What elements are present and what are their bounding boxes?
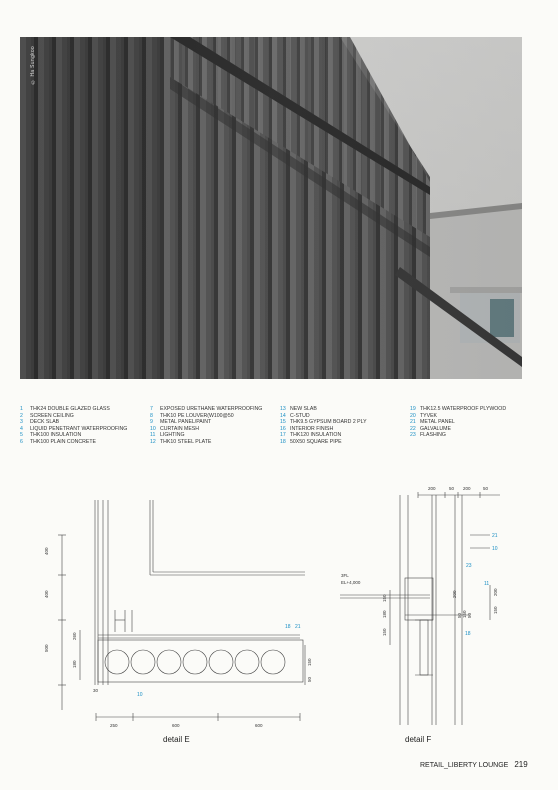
legend-number: 7	[150, 406, 153, 412]
detail-f-drawing	[340, 492, 500, 725]
legend-text: C-STUD	[290, 412, 310, 419]
detail-f-dim-t3: 50	[483, 486, 489, 491]
legend-item	[410, 413, 506, 420]
legend-text: THK10 STEEL PLATE	[160, 438, 212, 445]
detail-f-dim-t1: 50	[449, 486, 455, 491]
detail-e-small-dim-0: 150	[307, 658, 312, 666]
legend-number: 6	[20, 438, 23, 445]
legend-item	[280, 406, 367, 413]
legend-item	[150, 432, 262, 439]
legend-number: 3	[20, 419, 23, 426]
detail-f-elevation: EL+4,000	[341, 580, 361, 585]
legend-item	[150, 439, 262, 446]
facade-photo	[20, 37, 522, 379]
legend-item	[20, 432, 127, 439]
legend-column-2	[150, 406, 262, 446]
legend-item	[150, 413, 262, 420]
legend-number: 8	[150, 412, 153, 419]
legend-number: 4	[20, 425, 23, 432]
legend-number: 11	[150, 432, 156, 439]
legend-number: 20	[410, 412, 416, 419]
legend-number: 14	[280, 412, 286, 419]
legend-text: THK9.5 GYPSUM BOARD 2 PLY	[290, 419, 367, 426]
legend-text: EXPOSED URETHANE WATERPROOFING	[160, 406, 263, 412]
legend-text: CURTAIN MESH	[160, 425, 200, 432]
legend-column-1	[20, 406, 127, 446]
detail-f-small-dim-2: 150	[462, 610, 467, 618]
legend-text: METAL PANEL	[420, 419, 455, 426]
detail-f-caption: detail F	[405, 735, 432, 744]
detail-e-dim-b2: 600	[255, 723, 263, 728]
detail-f-callout-18: 18	[465, 631, 471, 637]
legend-item	[20, 439, 127, 446]
legend-number: 18	[280, 438, 286, 445]
legend-text: NEW SLAB	[290, 406, 317, 412]
detail-e-dim-b0: 250	[110, 723, 118, 728]
legend-item	[280, 419, 367, 426]
legend-text: TYVEK	[420, 412, 438, 419]
legend-number: 12	[150, 438, 156, 445]
legend-text: 50X50 SQUARE PIPE	[290, 438, 342, 445]
detail-e-callout-21: 21	[295, 624, 301, 630]
legend-text: DECK SLAB	[30, 419, 60, 426]
detail-e-dim-v5: 30	[93, 688, 99, 693]
legend-item	[150, 406, 262, 413]
technical-drawings	[0, 480, 558, 750]
detail-f-dim-v0: 150	[382, 594, 387, 602]
legend-column-4	[410, 406, 506, 439]
legend-number: 21	[410, 419, 416, 426]
legend-item	[20, 426, 127, 433]
detail-f-dim-r1: 150	[493, 606, 498, 614]
detail-f-dim-v2: 150	[382, 628, 387, 636]
detail-f-dim-v1: 180	[382, 610, 387, 618]
legend-item	[280, 426, 367, 433]
legend-item	[280, 439, 367, 446]
detail-f-small-dim-3: 50	[467, 612, 472, 618]
legend-text: THK120 INSULATION	[290, 432, 342, 439]
legend-item	[20, 419, 127, 426]
detail-e-dim-v4: 180	[72, 660, 77, 668]
legend-item	[20, 406, 127, 413]
legend-text: LIQUID PENETRANT WATERPROOFING	[30, 425, 128, 432]
legend-number: 22	[410, 425, 416, 432]
detail-f-callout-23: 23	[466, 563, 472, 569]
page-footer	[420, 760, 528, 769]
legend-text: THK100 INSULATION	[30, 432, 82, 439]
legend-text: THK12.5 WATERPROOF PLYWOOD	[420, 406, 507, 412]
legend-text: INTERIOR FINISH	[290, 425, 334, 432]
legend-number: 1	[20, 406, 23, 412]
legend-number: 2	[20, 412, 23, 419]
legend-text: LIGHTING	[160, 432, 185, 439]
page-number: 219	[514, 760, 528, 769]
detail-e-dim-v1: 400	[44, 590, 49, 598]
detail-f-callout-11: 11	[484, 581, 490, 587]
legend-item	[410, 432, 506, 439]
detail-f-callout-10: 10	[492, 546, 498, 552]
detail-e-caption: detail E	[163, 735, 190, 744]
photo-credit: © Ha Sungkoo	[30, 46, 36, 85]
legend-text: SCREEN CEILING	[30, 412, 74, 419]
legend-item	[280, 413, 367, 420]
legend-item	[280, 432, 367, 439]
legend-text: METAL PANEL/PAINT	[160, 419, 212, 426]
legend-number: 5	[20, 432, 23, 439]
legend-item	[410, 419, 506, 426]
legend-text: THK24 DOUBLE GLAZED GLASS	[30, 406, 110, 412]
detail-f-dim-t0: 200	[428, 486, 436, 491]
legend-number: 9	[150, 419, 153, 426]
legend-number: 15	[280, 419, 286, 426]
detail-e-small-dim-1: 50	[307, 676, 312, 682]
detail-e-dim-v0: 400	[44, 547, 49, 555]
legend-number: 13	[280, 406, 286, 412]
detail-f-small-dim-0: 200	[452, 590, 457, 598]
legend-item	[410, 406, 506, 413]
legend-number: 16	[280, 425, 286, 432]
detail-e-dim-v2: 500	[44, 644, 49, 652]
legend-text: THK10 PE LOUVER(W100@50	[160, 412, 234, 419]
legend-item	[20, 413, 127, 420]
detail-e-dim-v3: 260	[72, 632, 77, 640]
legend-item	[150, 426, 262, 433]
legend-number: 17	[280, 432, 286, 439]
detail-f-level: 3FL	[341, 573, 349, 578]
detail-f-callout-21: 21	[492, 533, 498, 539]
detail-f-dim-t2: 200	[463, 486, 471, 491]
legend-item	[150, 419, 262, 426]
detail-e-dim-b1: 600	[172, 723, 180, 728]
detail-f-dim-r0: 200	[493, 588, 498, 596]
legend-number: 23	[410, 432, 416, 439]
legend-number: 10	[150, 425, 156, 432]
legend-number: 19	[410, 406, 416, 412]
detail-e-callout-18: 18	[285, 624, 291, 630]
legend-text: FLASHING	[420, 432, 446, 439]
footer-section: RETAIL_LIBERTY LOUNGE	[420, 762, 509, 769]
legend-column-3	[280, 406, 367, 446]
detail-f-small-dim-1: 50	[457, 612, 462, 618]
legend-item	[410, 426, 506, 433]
legend-text: THK100 PLAIN CONCRETE	[30, 438, 97, 445]
detail-e-callout-10: 10	[137, 692, 143, 698]
legend-text: GALVALUME	[420, 425, 451, 432]
